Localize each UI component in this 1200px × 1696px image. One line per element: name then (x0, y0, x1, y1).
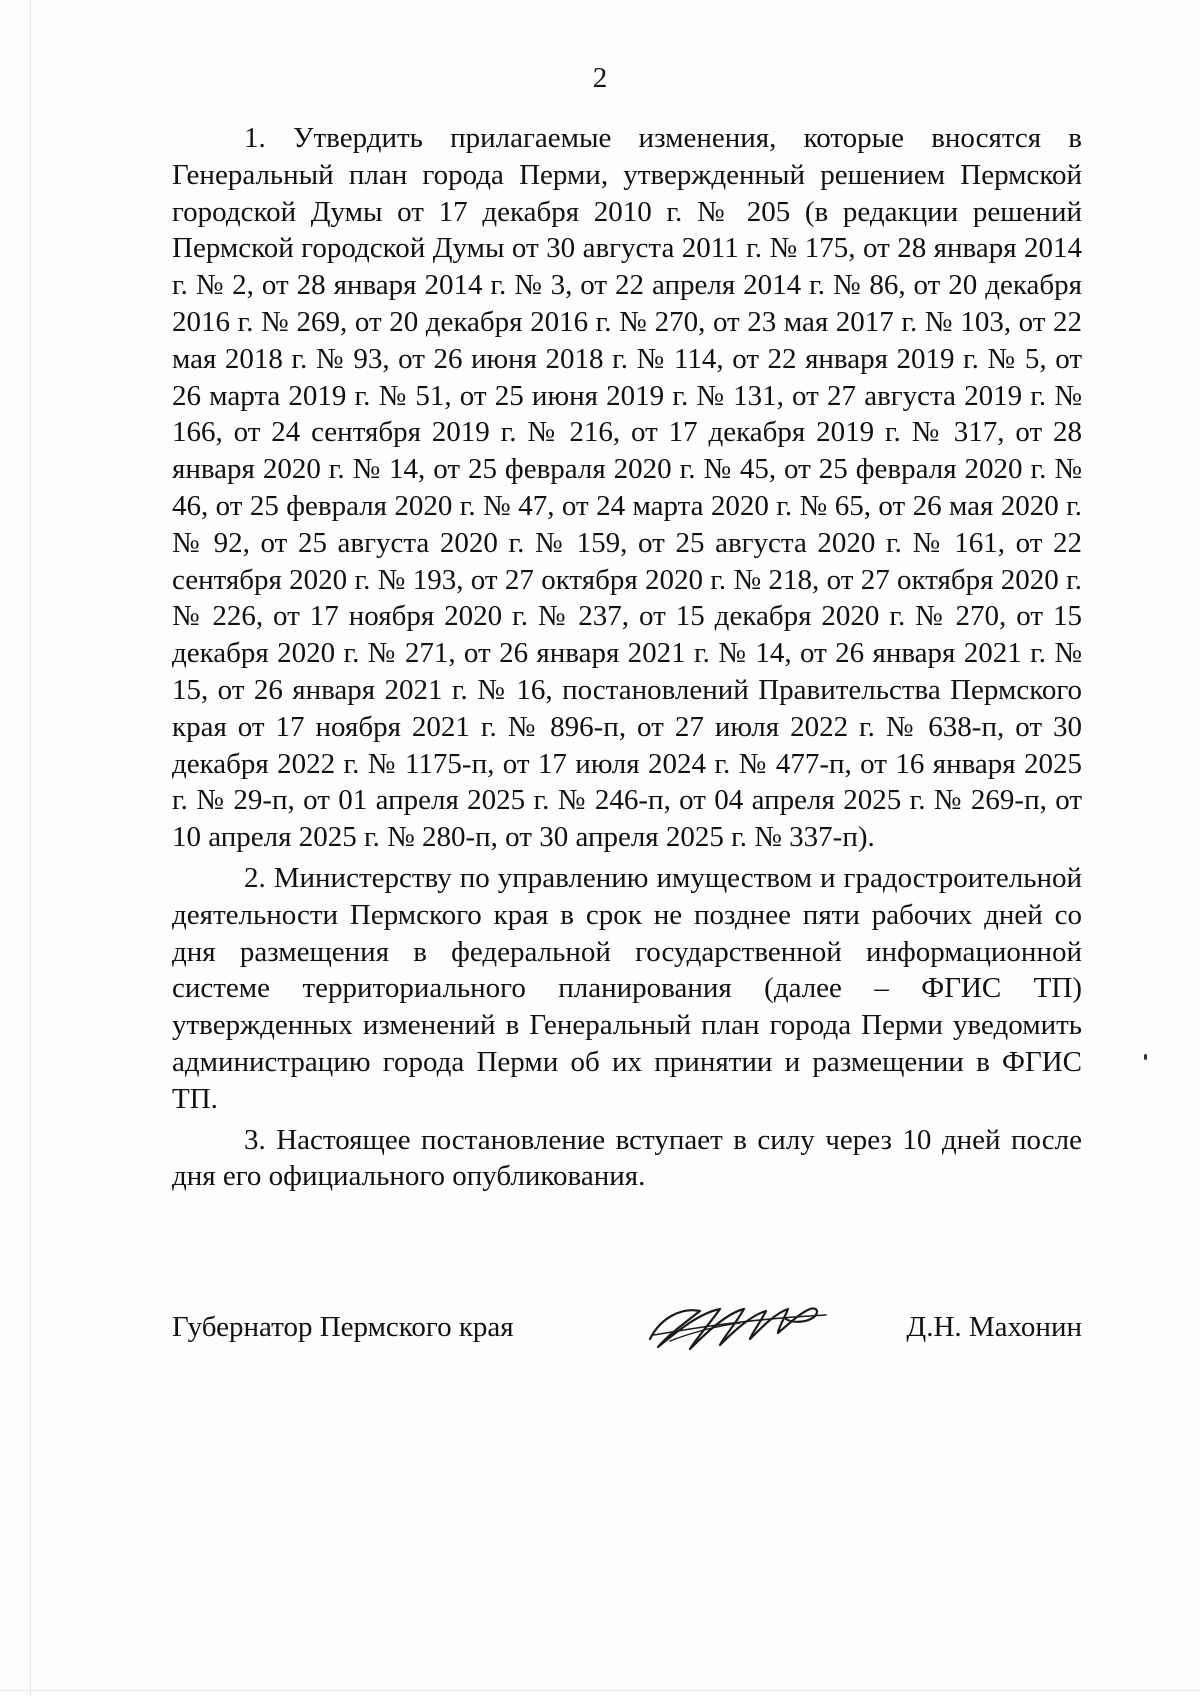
handwritten-signature-icon (640, 1289, 830, 1359)
scan-edge-bottom (0, 1690, 1200, 1691)
signatory-name: Д.Н. Махонин (906, 1311, 1082, 1343)
signatory-position: Губернатор Пермского края (172, 1311, 514, 1343)
paragraph-2: 2. Министерству по управлению имуществом и градостроительной деятельности Пермского края в срок не позднее пяти рабочих дней со дня размещения в федеральной государственной информационной системе территориального планирования (далее – ФГИС ТП) утвержденных изменений в Генеральный план города Перми уведомить администрацию города Перми об их принятии и размещении в ФГИС ТП. (172, 861, 1082, 1115)
paragraph-1: 1. Утвердить прилагаемые изменения, которые вносятся в Генеральный план города Перми, утвержденный решением Пермской городской Думы от 17 декабря 2010 г. № 205 (в редакции решений Пермской городской Думы от 30 августа 2011 г. № 175, от 28 января 2014 г. № 2, от 28 января 2014 г. № 3, от 22 апреля 2014 г. № 86, от 20 декабря 2016 г. № 269, от 20 декабря 2016 г. № 270, от 23 мая 2017 г. № 103, от 22 мая 2018 г. № 93, от 26 июня 2018 г. № 114, от 22 января 2019 г. № 5, от 26 марта 2019 г. № 51, от 25 июня 2019 г. № 131, от 27 августа 2019 г. № 166, от 24 сентября 2019 г. № 216, от 17 декабря 2019 г. № 317, от 28 января 2020 г. № 14, от 25 февраля 2020 г. № 45, от 25 февраля 2020 г. № 46, от 25 февраля 2020 г. № 47, от 24 марта 2020 г. № 65, от 26 мая 2020 г. № 92, от 25 августа 2020 г. № 159, от 25 августа 2020 г. № 161, от 22 сентября 2020 г. № 193, от 27 октября 2020 г. № 218, от 27 октября 2020 г. № 226, от 17 ноября 2020 г. № 237, от 15 декабря 2020 г. № 270, от 15 декабря 2020 г. № 271, от 26 января 2021 г. № 14, от 26 января 2021 г. № 15, от 26 января 2021 г. № 16, постановлений Правительства Пермского края от 17 ноября 2021 г. № 896-п, от 27 июля 2022 г. № 638-п, от 30 декабря 2022 г. № 1175-п, от 17 июля 2024 г. № 477-п, от 16 января 2025 г. № 29-п, от 01 апреля 2025 г. № 246-п, от 04 апреля 2025 г. № 269-п, от 10 апреля 2025 г. № 280-п, от 30 апреля 2025 г. № 337-п). (172, 122, 1082, 854)
page-number: 2 (592, 62, 608, 94)
signature-block (172, 1305, 1082, 1365)
scan-speck (1144, 1054, 1147, 1060)
scan-edge-left (30, 0, 31, 1696)
paragraph-3: 3. Настоящее постановление вступает в силу через 10 дней после дня его официального опубликования. (172, 1123, 1082, 1193)
document-body (172, 120, 1082, 1199)
